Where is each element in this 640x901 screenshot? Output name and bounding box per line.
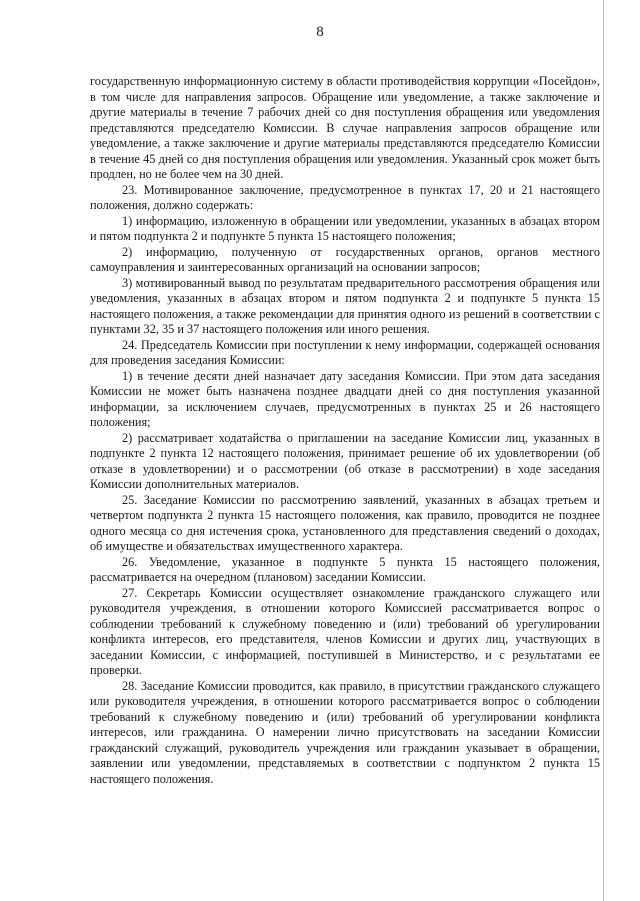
paragraph: 24. Председатель Комиссии при поступлении к нему информации, содержащей основания для проведения заседания Комиссии: — [90, 337, 600, 367]
paragraph: 1) в течение десяти дней назначает дату заседания Комиссии. При этом дата заседания Комиссии не может быть назначена позднее двадцати дней со дня поступления указанной информации, за исключением случаев, предусмотренных в пунктах 25 и 26 настоящего положения; — [90, 368, 600, 429]
paragraph: государственную информационную систему в области противодействия коррупции «Посейдон», в том числе для направления запросов. Обращение или уведомление, а также заключение и другие материалы в течение 7 рабочих дней со дня поступления обращения или уведомления представляются председателю Комиссии. В случае направления запросов обращение или уведомление, а также заключение и другие материалы представляются председателю Комиссии в течение 45 дней со дня поступления обращения или уведомления. Указанный срок может быть продлен, но не более чем на 30 дней. — [90, 74, 600, 181]
scan-edge-line — [603, 0, 604, 901]
paragraph: 27. Секретарь Комиссии осуществляет ознакомление гражданского служащего или руководителя учреждения, в отношении которого Комиссией рассматривается вопрос о соблюдении требований к служебному поведению и (или) требований об урегулировании конфликта интересов, его представителя, членов Комиссии и других лиц, участвующих в заседании Комиссии, с информацией, поступившей в Министерство, и с результатами ее проверки. — [90, 585, 600, 677]
paragraph: 25. Заседание Комиссии по рассмотрению заявлений, указанных в абзацах третьем и четвертом подпункта 2 пункта 15 настоящего положения, как правило, проводится не позднее одного месяца со дня истечения срока, установленного для представления сведений о доходах, об имуществе и обязательствах имущественного характера. — [90, 492, 600, 553]
paragraph: 2) рассматривает ходатайства о приглашении на заседание Комиссии лиц, указанных в подпункте 2 пункта 12 настоящего положения, принимает решение об их удовлетворении (об отказе в удовлетворении) и о рассмотрении (об отказе в рассмотрении) в ходе заседания Комиссии дополнительных материалов. — [90, 430, 600, 491]
paragraph: 26. Уведомление, указанное в подпункте 5 пункта 15 настоящего положения, рассматривается на очередном (плановом) заседании Комиссии. — [90, 554, 600, 584]
paragraph: 23. Мотивированное заключение, предусмотренное в пунктах 17, 20 и 21 настоящего положения, должно содержать: — [90, 182, 600, 212]
paragraph: 2) информацию, полученную от государственных органов, органов местного самоуправления и заинтересованных организаций на основании запросов; — [90, 244, 600, 274]
document-body — [90, 74, 600, 787]
paragraph: 3) мотивированный вывод по результатам предварительного рассмотрения обращения или уведомления, указанных в абзацах втором и пятом подпункта 2 и подпункте 5 пункта 15 настоящего положения, а также рекомендации для принятия одного из решений в соответствии с пунктами 32, 35 и 37 настоящего положения или иного решения. — [90, 275, 600, 336]
paragraph: 28. Заседание Комиссии проводится, как правило, в присутствии гражданского служащего или руководителя учреждения, в отношении которого рассматривается вопрос о соблюдении требований к служебному поведению и (или) требований об урегулировании конфликта интересов, или гражданина. О намерении лично присутствовать на заседании Комиссии гражданский служащий, руководитель учреждения или гражданин указывает в обращении, заявлении или уведомлении, представляемых в соответствии с подпунктом 2 пункта 15 настоящего положения. — [90, 678, 600, 786]
paragraph: 1) информацию, изложенную в обращении или уведомлении, указанных в абзацах втором и пятом подпункта 2 и подпункте 5 пункта 15 настоящего положения; — [90, 213, 600, 243]
page-number: 8 — [316, 24, 324, 40]
